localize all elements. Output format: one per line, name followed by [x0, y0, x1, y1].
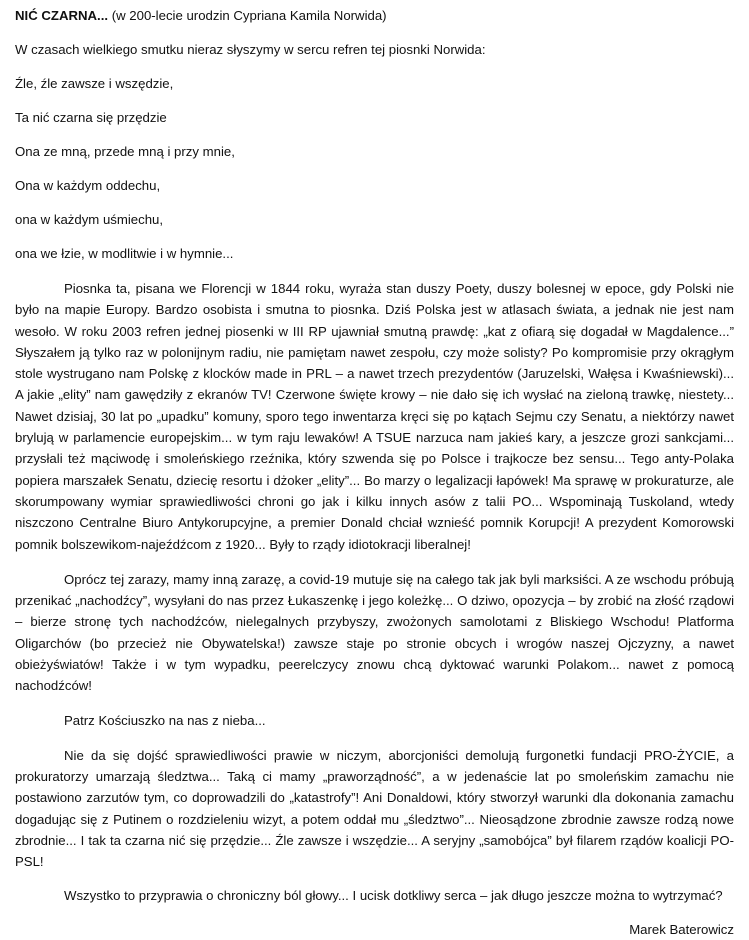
verse-line-4: Ona w każdym oddechu, [15, 178, 161, 193]
body-paragraph-5: Wszystko to przyprawia o chroniczny ból głowy... I ucisk dotkliwy serca – jak długo jeszcze można to wytrzymać? [64, 888, 723, 904]
author-signature: Marek Baterowicz [629, 922, 734, 938]
verse-line-1: Źle, źle zawsze i wszędzie, [15, 76, 174, 91]
body-paragraph-4: Nie da się dojść sprawiedliwości prawie w niczym, aborcjoniści demolują furgonetki fundacji PRO-ŻYCIE, a prokuratorzy umarzają śledztwa... Taką ci mamy „praworządność”, a w jedenaście lat po smoleńskim zamachu nie postawiono zarzutów tym, co doprowadzili do „katastrofy”! Ani Donaldowi, który stworzył warunki dla dokonania zamachu dogadując się z Putinem o rozdzieleniu wizyt, a potem oddał mu „śledztwo”... Nieosądzone zbrodnie zawsze rodzą nowe zbrodnie... I tak ta czarna nić się przędzie... Źle zawsze i wszędzie... A seryjny „samobójca” był filarem rządów koalicji PO-PSL! [15, 747, 734, 870]
body-paragraph-2: Oprócz tej zarazy, mamy inną zarazę, a covid-19 mutuje się na całego tak jak byli marksiści. A ze wschodu próbują przenikać „nachodźcy”, wysyłani do nas przez Łukaszenkę i jego koleżkę... O dziwo, opozycja – by zrobić na złość rządowi – bierze stronę tych nachodźców, nielegalnych przybyszy, zwożonych samolotami z Bliskiego Wschodu! Platforma Oligarchów (bo przecież nie Obywatelska!) zawsze staje po stronie obcych i wrogów naszej Ojczyzny, a nawet obieżyświatów! Także i w tym wypadku, peerelczycy znowu chcą dyktować warunki Polakom... nawet z pomocą nachodźców! [15, 571, 734, 694]
body-paragraph-1: Piosnka ta, pisana we Florencji w 1844 roku, wyraża stan duszy Poety, duszy bolesnej w epoce, gdy Polski nie było na mapie Europy. Bardzo osobista i smutna to piosnka. Dziś Polska jest w atlasach świata, a jednak nie jest nam wesoło. W roku 2003 refren jednej piosenki w III RP ujawniał smutną prawdę: „kat z ofiarą się dogadał w Magdalence...” Słyszałem ją tylko raz w polonijnym radiu, nie pamiętam nawet zespołu, czy może solisty? Po kompromisie przy okrągłym stole wystrugano nam Polskę z klocków made in PRL – a nawet trzech prezydentów (Jaruzelski, Wałęsa i Kwaśniewski)... A jakie „elity” nam gawędziły z ekranów TV! Czerwone święte krowy – nie dało się ich wysłać na zieloną trawkę, niestety... Nawet dzisiaj, 30 lat po „upadku” komuny, sporo tego inwentarza kręci się po kątach Sejmu czy Senatu, a niektórzy nawet brylują w parlamencie europejskim... w tym raju lewaków! A TSUE narzuca nam jakieś kary, a jeszcze grozi sankcjami... przysłali też mąciwodę i smoleńskiego rzeźnika, który szwenda się po Polsce i trajkocze bez sensu... Tego anty-Polaka popiera marszałek Senatu, dziecię resortu i dżoker „elity”... Bo marzy o legalizacji łapówek! Ma sprawę w prokuraturze, ale skorumpowany wymiar sprawiedliwości chroni go jak i kilku innych asów z talii PO... Wspominają Tuskoland, wtedy niszczono Centralne Biuro Antykorupcyjne, a premier Donald chciał wznieść pomnik Korupcji! A prezydent Komorowski pomnik bolszewikom-najeźdźcom z 1920... Były to rządy idiotokracji liberalnej! [15, 281, 734, 552]
title-line [15, 6, 734, 26]
verse-line-2: Ta nić czarna się przędzie [15, 110, 167, 125]
intro-paragraph: W czasach wielkiego smutku nieraz słyszymy w sercu refren tej piosnki Norwida: [15, 42, 486, 57]
body-paragraph-3: Patrz Kościuszko na nas z nieba... [64, 712, 266, 728]
title-subtitle: (w 200-lecie urodzin Cypriana Kamila Norwida) [108, 8, 387, 23]
verse-line-6: ona we łzie, w modlitwie i w hymnie... [15, 246, 234, 261]
title-bold: NIĆ CZARNA... [15, 8, 109, 23]
verse-line-3: Ona ze mną, przede mną i przy mnie, [15, 144, 235, 159]
verse-line-5: ona w każdym uśmiechu, [15, 212, 164, 227]
